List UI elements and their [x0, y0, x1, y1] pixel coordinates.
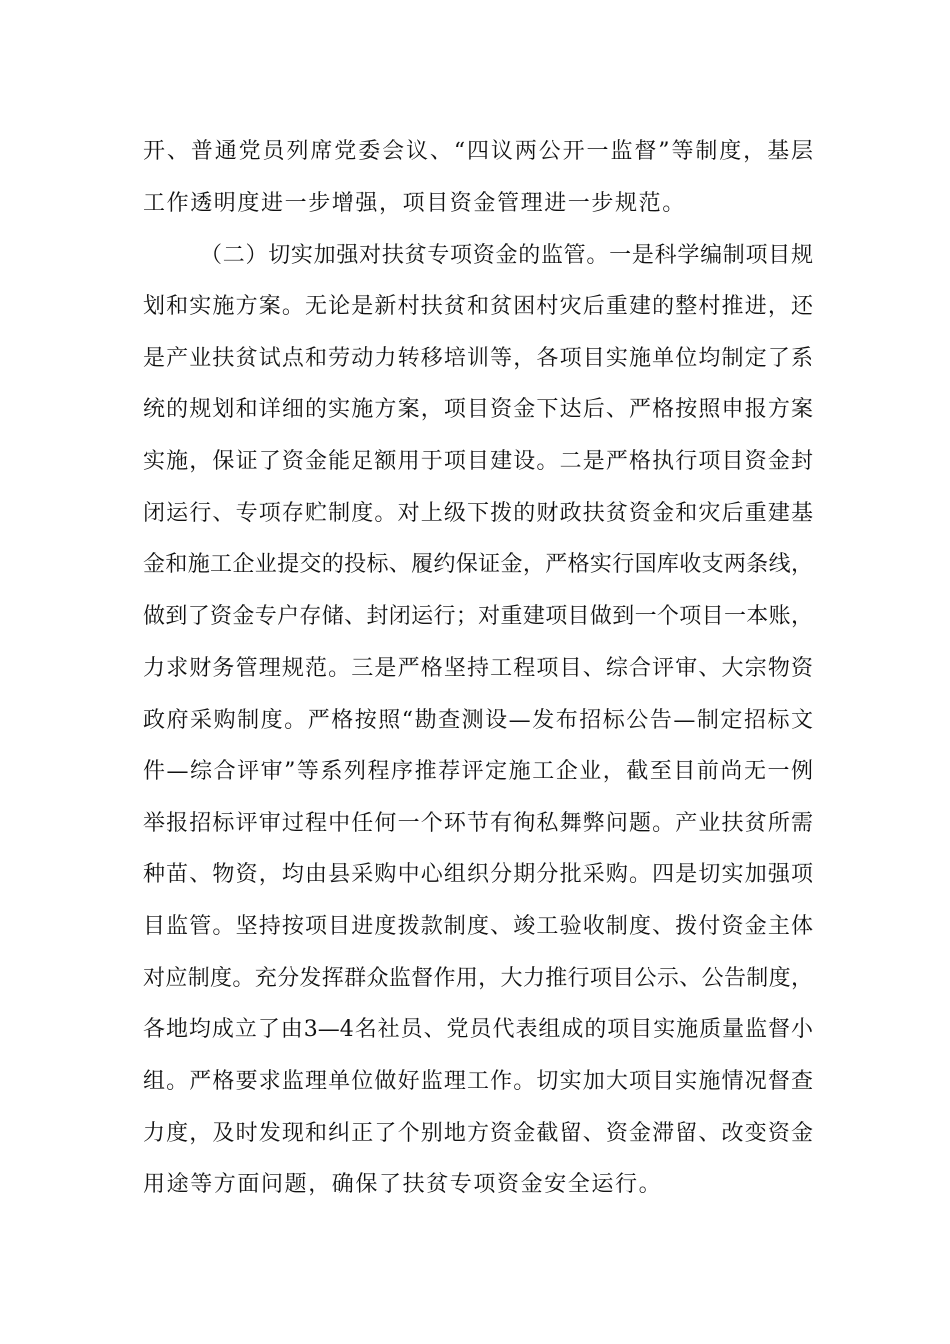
paragraph-line: 对应制度。充分发挥群众监督作用，大力推行项目公示、公告制度， [143, 966, 813, 991]
paragraph-line: 力求财务管理规范。三是严格坚持工程项目、综合评审、大宗物资 [143, 656, 813, 681]
paragraph-line: 力度，及时发现和纠正了个别地方资金截留、资金滞留、改变资金 [143, 1121, 813, 1146]
section-heading-line: （二）切实加强对扶贫专项资金的监管。一是科学编制项目规 [200, 243, 813, 268]
paragraph-line: 政府采购制度。严格按照“勘查测设—发布招标公告—制定招标文 [143, 708, 813, 733]
paragraph-line: 目监管。坚持按项目进度拨款制度、竣工验收制度、拨付资金主体 [143, 914, 813, 939]
paragraph-line: 统的规划和详细的实施方案，项目资金下达后、严格按照申报方案 [143, 397, 813, 422]
paragraph-line: 实施，保证了资金能足额用于项目建设。二是严格执行项目资金封 [143, 449, 813, 474]
paragraph-line: 组。严格要求监理单位做好监理工作。切实加大项目实施情况督查 [143, 1069, 813, 1094]
paragraph-line: 开、普通党员列席党委会议、“四议两公开一监督”等制度，基层 [143, 139, 813, 164]
paragraph-line: 种苗、物资，均由县采购中心组织分期分批采购。四是切实加强项 [143, 862, 813, 887]
paragraph-line: 举报招标评审过程中任何一个环节有徇私舞弊问题。产业扶贫所需 [143, 811, 813, 836]
paragraph-line: 是产业扶贫试点和劳动力转移培训等，各项目实施单位均制定了系 [143, 346, 813, 371]
paragraph-line: 做到了资金专户存储、封闭运行；对重建项目做到一个项目一本账， [143, 604, 813, 629]
paragraph-line: 金和施工企业提交的投标、履约保证金，严格实行国库收支两条线， [143, 552, 813, 577]
paragraph-line: 闭运行、专项存贮制度。对上级下拨的财政扶贫资金和灾后重建基 [143, 501, 813, 526]
paragraph-line: 工作透明度进一步增强，项目资金管理进一步规范。 [143, 191, 686, 216]
paragraph-line: 件—综合评审”等系列程序推荐评定施工企业，截至目前尚无一例 [143, 759, 813, 784]
paragraph-line: 各地均成立了由3—4名社员、党员代表组成的项目实施质量监督小 [143, 1017, 813, 1042]
paragraph-line: 划和实施方案。无论是新村扶贫和贫困村灾后重建的整村推进，还 [143, 294, 813, 319]
paragraph-line: 用途等方面问题，确保了扶贫专项资金安全运行。 [143, 1172, 663, 1197]
